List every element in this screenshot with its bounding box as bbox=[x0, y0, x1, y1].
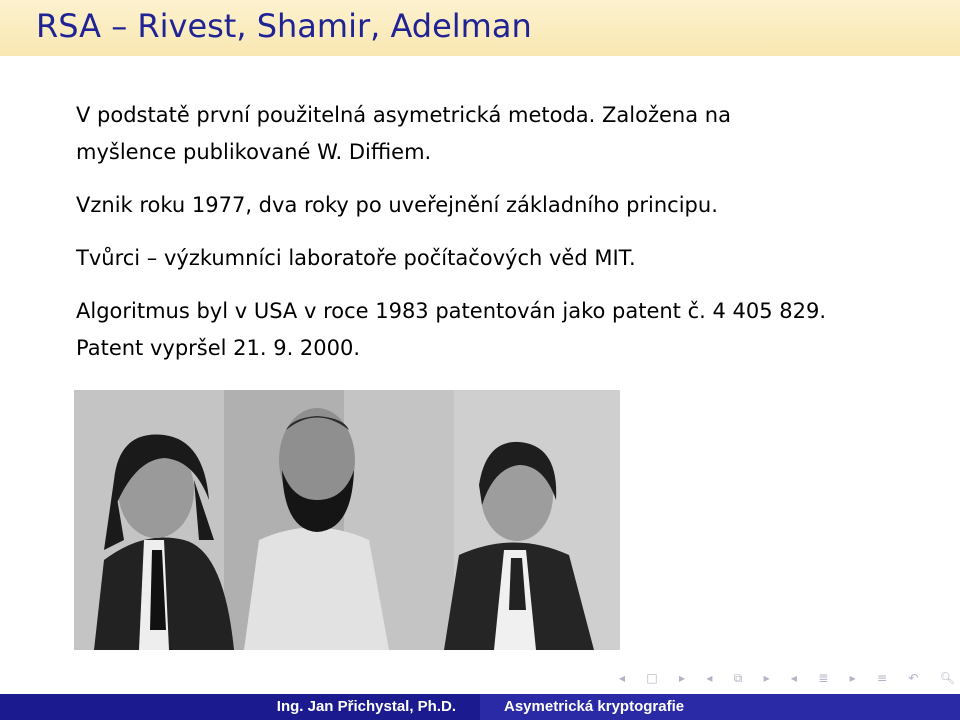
footer-course-box bbox=[480, 694, 960, 720]
nav-prev-section-icon[interactable]: ◂ bbox=[790, 671, 797, 685]
nav-frame-icon[interactable]: □ bbox=[646, 671, 658, 685]
slide-title: RSA – Rivest, Shamir, Adelman bbox=[36, 7, 532, 45]
nav-next-subsection-icon[interactable]: ▸ bbox=[763, 671, 770, 685]
beamer-navigation bbox=[619, 666, 955, 690]
nav-subsection-icon[interactable]: ⧉ bbox=[733, 670, 743, 685]
footer-author: Ing. Jan Přichystal, Ph.D. bbox=[276, 698, 456, 715]
paragraph-4: Algoritmus byl v USA v roce 1983 patentován jako patent č. 4 405 829. Patent vypršel 21. 9. 2000. bbox=[76, 299, 827, 360]
nav-search-icon[interactable]: 🔍︎ bbox=[939, 671, 955, 685]
nav-section-icon[interactable]: ≣ bbox=[818, 671, 829, 685]
paragraph-1: V podstatě první použitelná asymetrická metoda. Založena na myšlence publikované W. Diffiem. bbox=[76, 103, 731, 164]
nav-back-icon[interactable]: ↶ bbox=[908, 671, 919, 685]
footer-author-box bbox=[0, 694, 480, 720]
slide-body bbox=[76, 97, 836, 383]
paragraph-3: Tvůrci – výzkumníci laboratoře počítačových věd MIT. bbox=[76, 246, 636, 270]
slide-footer bbox=[0, 694, 960, 720]
slide-header bbox=[0, 0, 960, 56]
nav-prev-frame-icon[interactable]: ◂ bbox=[619, 671, 626, 685]
paragraph-2: Vznik roku 1977, dva roky po uveřejnění základního principu. bbox=[76, 193, 718, 217]
founders-photo bbox=[74, 390, 620, 650]
nav-next-section-icon[interactable]: ▸ bbox=[849, 671, 856, 685]
nav-align-icon[interactable]: ≡ bbox=[876, 671, 888, 685]
nav-prev-subsection-icon[interactable]: ◂ bbox=[706, 671, 713, 685]
nav-next-frame-icon[interactable]: ▸ bbox=[679, 671, 686, 685]
footer-course: Asymetrická kryptografie bbox=[504, 698, 685, 715]
